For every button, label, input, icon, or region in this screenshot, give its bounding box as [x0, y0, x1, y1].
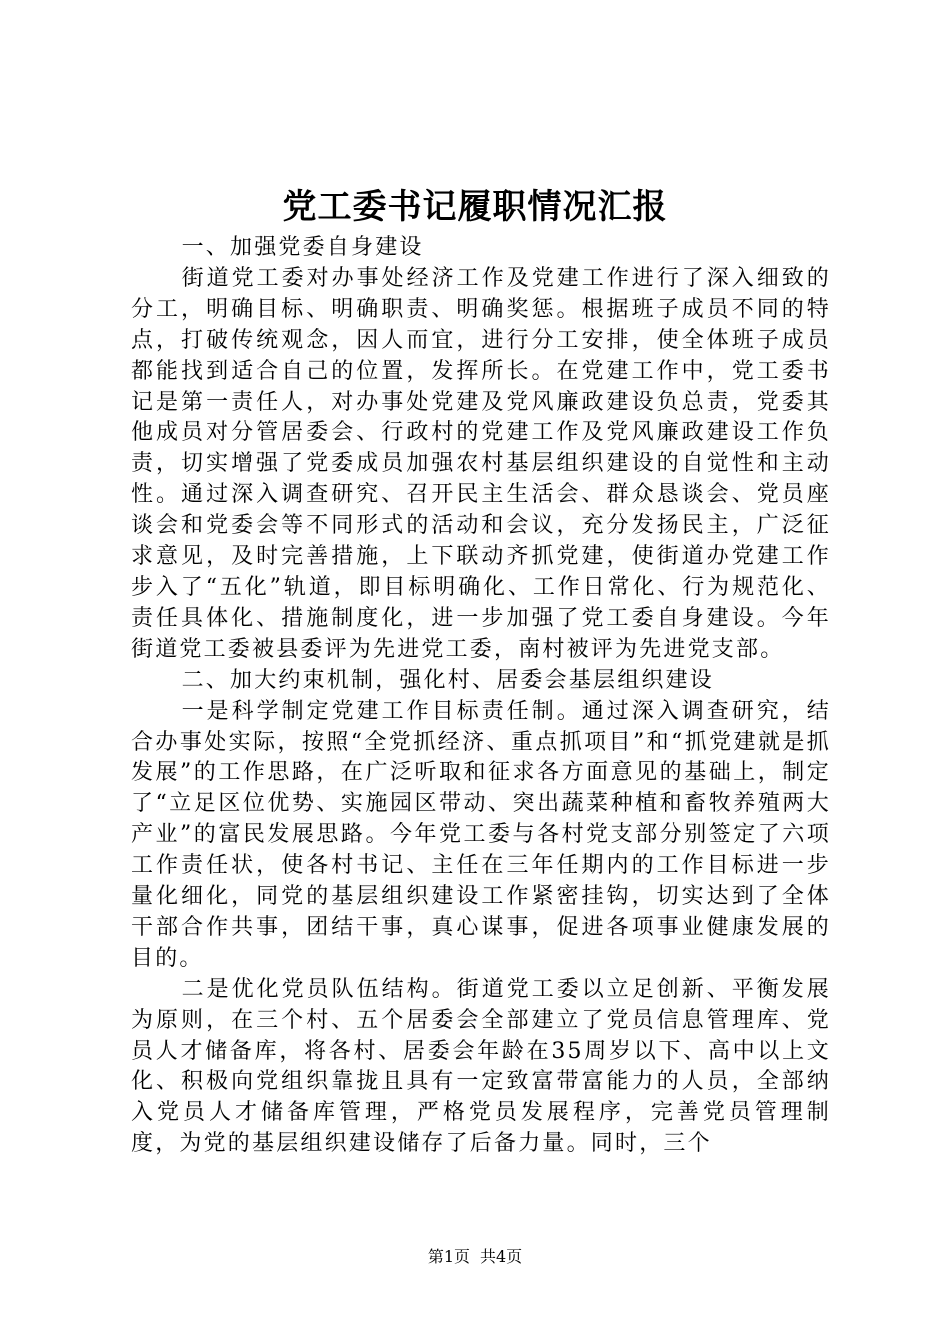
page-footer — [0, 1247, 950, 1267]
section-heading-1: 一、加强党委自身建设 — [181, 235, 424, 260]
paragraph-1: 街道党工委对办事处经济工作及党建工作进行了深入细致的分工，明确目标、明确职责、明确奖惩。根据班子成员不同的特点，打破传统观念，因人而宜，进行分工安排，使全体班子成员都能找到适合自己的位置，发挥所长。在党建工作中，党工委书记是第一责任人，对办事处党建及党风廉政建设负总责，党委其他成员对分管居委会、行政村的党建工作及党风廉政建设工作负责，切实增强了党委成员加强农村基层组织建设的自觉性和主动性。通过深入调查研究、召开民主生活会、群众恳谈会、党员座谈会和党委会等不同形式的活动和会议，充分发扬民主，广泛征求意见，及时完善措施，上下联动齐抓党建，使街道办党建工作步入了“五化”轨道，即目标明确化、工作日常化、行为规范化、责任具体化、措施制度化，进一步加强了党工委自身建设。今年街道党工委被县委评为先进党工委，南村被评为先进党支部。 — [131, 265, 831, 662]
section-heading-2: 二、加大约束机制，强化村、居委会基层组织建设 — [181, 667, 714, 693]
paragraph-3: 二是优化党员队伍结构。街道党工委以立足创新、平衡发展为原则，在三个村、五个居委会全部建立了党员信息管理库、党员人才储备库，将各村、居委会年龄在35周岁以下、高中以上文化、积极向党组织靠拢且具有一定致富带富能力的人员，全部纳入党员人才储备库管理，严格党员发展程序，完善党员管理制度，为党的基层组织建设储存了后备力量。同时，三个 — [131, 976, 831, 1157]
paragraph-2: 一是科学制定党建工作目标责任制。通过深入调查研究，结合办事处实际，按照“全党抓经济、重点抓项目”和“抓党建就是抓发展”的工作思路，在广泛听取和征求各方面意见的基础上，制定了“立足区位优势、实施园区带动、突出蔬菜种植和畜牧养殖两大产业”的富民发展思路。今年党工委与各村党支部分别签定了六项工作责任状，使各村书记、主任在三年任期内的工作目标进一步量化细化，同党的基层组织建设工作紧密挂钩，切实达到了全体干部合作共事，团结干事，真心谋事，促进各项事业健康发展的目的。 — [131, 698, 831, 971]
document-body — [131, 233, 831, 1160]
document-title: 党工委书记履职情况汇报 — [282, 187, 668, 227]
total-pages: 共4页 — [480, 1247, 523, 1266]
page-number: 第1页 — [427, 1247, 470, 1266]
